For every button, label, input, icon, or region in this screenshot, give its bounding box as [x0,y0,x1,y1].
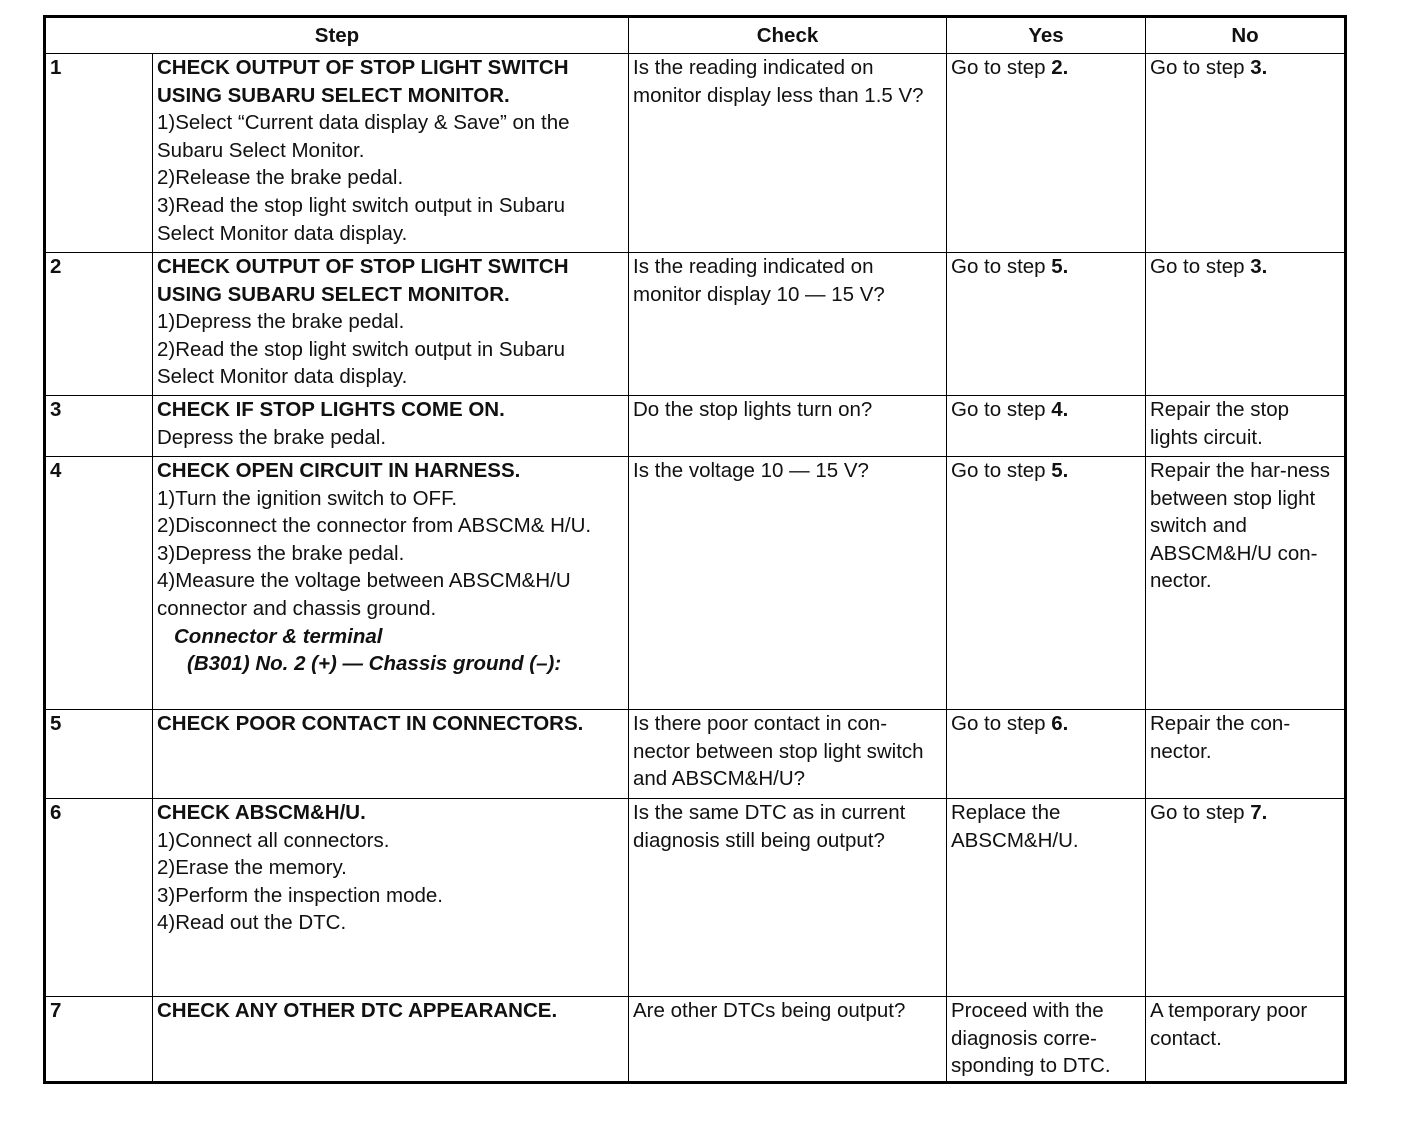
sub-step: 1)Select “Current data display & Save” on the Subaru Select Monitor. [157,111,570,162]
header-check: Check [629,17,947,54]
step-number: 3 [45,396,153,457]
step-description [153,799,629,997]
check-cell: Do the stop lights turn on? [629,396,947,457]
check-cell: Is the reading indicated on monitor display less than 1.5 V? [629,54,947,253]
step-title: CHECK POOR CONTACT IN CONNECTORS. [157,712,584,735]
sub-step: 4)Read out the DTC. [157,911,347,935]
table-row [45,253,1346,396]
yes-text: Go to step [951,712,1052,735]
header-step: Step [45,17,629,54]
check-cell: Is there poor contact in con-nector between stop light switch and ABSCM&H/U? [629,710,947,799]
yes-cell [947,396,1146,457]
connector-heading: Connector & terminal [174,624,383,648]
step-description [153,710,629,799]
header-row [45,17,1346,54]
step-title: CHECK ANY OTHER DTC APPEARANCE. [157,999,558,1022]
step-number: 6 [45,799,153,997]
yes-cell: Replace the ABSCM&H/U. [947,799,1146,997]
table-row [45,710,1346,799]
check-cell: Is the voltage 10 — 15 V? [629,457,947,710]
yes-step-ref: 5. [1051,459,1069,482]
no-step-ref: 3. [1250,255,1268,278]
step-title: CHECK OUTPUT OF STOP LIGHT SWITCH USING SUBARU SELECT MONITOR. [157,255,569,306]
yes-cell: Proceed with the diagnosis corre-sponding to DTC. [947,997,1146,1083]
table-row [45,997,1346,1083]
table-row [45,799,1346,997]
sub-step: 2)Erase the memory. [157,856,347,880]
sub-step: 3)Perform the inspection mode. [157,883,443,907]
step-title: CHECK ABSCM&H/U. [157,801,366,824]
step-description [153,253,629,396]
sub-step: 3)Depress the brake pedal. [157,541,405,565]
sub-step: 2)Read the stop light switch output in Subaru Select Monitor data display. [157,337,565,389]
yes-step-ref: 4. [1051,398,1069,421]
header-yes: Yes [947,17,1146,54]
yes-text: Go to step [951,459,1052,482]
no-cell: Repair the con-nector. [1146,710,1346,799]
table-row [45,54,1346,253]
sub-step: 1)Turn the ignition switch to OFF. [157,486,458,510]
no-text: Go to step [1150,801,1251,824]
step-number: 7 [45,997,153,1083]
no-text: Go to step [1150,56,1251,79]
sub-step: 2)Release the brake pedal. [157,166,404,190]
yes-text: Go to step [951,255,1052,278]
step-number: 2 [45,253,153,396]
check-cell: Are other DTCs being output? [629,997,947,1083]
step-number: 1 [45,54,153,253]
connector-terminal: (B301) No. 2 (+) — Chassis ground (–): [187,652,562,676]
step-description [153,54,629,253]
step-description [153,457,629,710]
step-title: CHECK IF STOP LIGHTS COME ON. [157,398,505,421]
no-cell [1146,54,1346,253]
step-title: CHECK OUTPUT OF STOP LIGHT SWITCH USING SUBARU SELECT MONITOR. [157,56,569,107]
sub-step: 1)Depress the brake pedal. [157,310,405,334]
sub-step: 3)Read the stop light switch output in Subaru Select Monitor data display. [157,193,565,245]
step-title: CHECK OPEN CIRCUIT IN HARNESS. [157,459,521,482]
no-step-ref: 7. [1250,801,1268,824]
yes-cell [947,457,1146,710]
yes-cell [947,253,1146,396]
no-cell [1146,253,1346,396]
sub-step: 1)Connect all connectors. [157,828,390,852]
no-cell: Repair the har-ness between stop light switch and ABSCM&H/U con-nector. [1146,457,1346,710]
table-row [45,457,1346,710]
header-no: No [1146,17,1346,54]
no-cell [1146,799,1346,997]
sub-step: 2)Disconnect the connector from ABSCM& H/U. [157,514,592,538]
sub-step: Depress the brake pedal. [157,425,387,449]
step-number: 5 [45,710,153,799]
table-row [45,396,1346,457]
check-cell: Is the same DTC as in current diagnosis still being output? [629,799,947,997]
check-cell: Is the reading indicated on monitor display 10 — 15 V? [629,253,947,396]
yes-cell [947,54,1146,253]
step-description [153,396,629,457]
sub-step: 4)Measure the voltage between ABSCM&H/U connector and chassis ground. [157,569,571,620]
step-number: 4 [45,457,153,710]
no-text: Go to step [1150,255,1251,278]
yes-step-ref: 6. [1051,712,1069,735]
no-step-ref: 3. [1250,56,1268,79]
yes-step-ref: 5. [1051,255,1069,278]
yes-text: Go to step [951,56,1052,79]
no-cell: A temporary poor contact. [1146,997,1346,1083]
yes-cell [947,710,1146,799]
yes-text: Go to step [951,398,1052,421]
yes-step-ref: 2. [1051,56,1069,79]
diagnostic-table [43,15,1347,1084]
no-cell: Repair the stop lights circuit. [1146,396,1346,457]
step-description [153,997,629,1083]
